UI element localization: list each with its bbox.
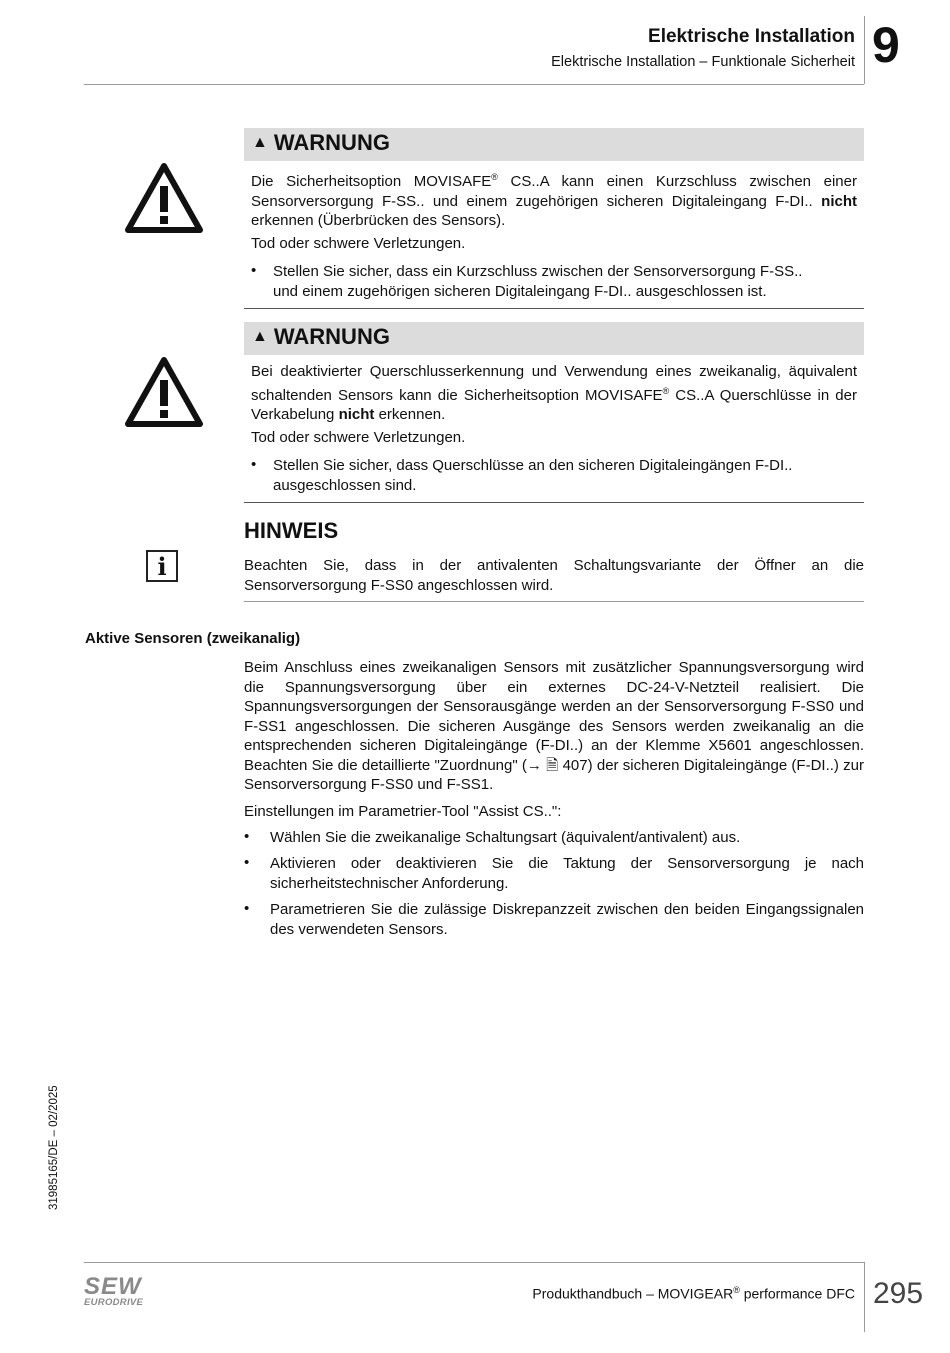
footer-text-part: performance DFC <box>739 1285 855 1302</box>
warning-text <box>251 362 857 425</box>
logo-line2: EURODRIVE <box>84 1297 144 1308</box>
note-text: Beachten Sie, dass in der antivalenten Schaltungsvariante der Öffner an die Sensorversorgung F-SS0 angeschlossen wird. <box>244 557 864 594</box>
logo-line1: SEW <box>84 1273 142 1300</box>
warning-triangle-icon <box>124 356 206 428</box>
document-id: 31985165/DE – 02/2025 <box>48 1085 60 1210</box>
footer-doc-title <box>532 1285 855 1302</box>
warning-text-part: CS..A Querschlüsse in der Verkabelung <box>251 386 857 423</box>
chapter-subtitle: Elektrische Installation – Funktionale Sicherheit <box>551 54 855 70</box>
bullet-dot: • <box>244 854 250 871</box>
footer-rule <box>84 1262 864 1263</box>
warning-text-part: Bei deaktivierter Querschlusserkennung und Verwendung eines zweikanalig, äquivalent schaltenden Sensors kann die Sicherheitsoption MOVISAFE <box>251 363 857 404</box>
warning-small-icon: ▲ <box>252 328 268 345</box>
warning-triangle-icon <box>124 162 206 234</box>
section-paragraph: Beim Anschluss eines zweikanaligen Sensors mit zusätzlicher Spannungsversorgung wird die Spannungsversorgung über ein externes DC-24-V-Netzteil realisiert. Die Spannungsversorgungen der Sensorausgänge werden an der Sensorversorgung F-SS0 und F-SS1 angeschlossen. Die sicheren Ausgänge des Sensors werden zweikanalig an die entsprechenden sicheren Digitaleingänge (F-DI..) an der Klemme X5601 angeschlossen. Beachten Sie die detaillierte "Zuordnung" (→ 🗎 407) der sicheren Digitaleingänge (F-DI..) zur Sensorversorgung F-SS0 und F-SS1. <box>244 659 864 793</box>
warning-title-text: WARNUNG <box>273 324 390 349</box>
warning-rule <box>244 308 864 309</box>
note-rule <box>244 601 864 602</box>
warning-text <box>251 168 857 231</box>
chapter-title: Elektrische Installation <box>648 26 855 47</box>
warning-consequence: Tod oder schwere Verletzungen. <box>251 429 466 446</box>
warning-emphasis: nicht <box>821 192 857 210</box>
settings-intro: Einstellungen im Parametrier-Tool "Assist CS..": <box>244 803 562 820</box>
bullet-dot: • <box>244 828 250 845</box>
warning-bullet-line: Stellen Sie sicher, dass Querschlüsse an den sicheren Digitaleingängen F-DI.. <box>273 457 793 474</box>
bullet-dot: • <box>244 900 250 917</box>
bullet-dot: • <box>251 262 257 279</box>
warning-bullet-line: und einem zugehörigen sicheren Digitaleingang F-DI.. ausgeschlossen ist. <box>273 283 767 300</box>
footer-text-part: Produkthandbuch – MOVIGEAR <box>532 1285 734 1302</box>
registered-mark: ® <box>733 1285 740 1295</box>
chapter-number: 9 <box>872 17 900 73</box>
warning-title <box>252 130 390 156</box>
sew-eurodrive-logo <box>84 1273 154 1308</box>
page-number: 295 <box>873 1277 924 1310</box>
registered-mark: ® <box>662 385 670 396</box>
warning-text-part: Die Sicherheitsoption MOVISAFE <box>251 173 492 190</box>
info-icon: i <box>146 550 178 582</box>
settings-bullet: Aktivieren oder deaktivieren Sie die Taktung der Sensorversorgung je nach sicherheitstechnischer Anforderung. <box>270 855 864 892</box>
warning-title-text: WARNUNG <box>273 130 390 155</box>
warning-text-part: CS..A kann einen Kurzschluss zwischen einer Sensorversorgung F-SS.. und einem zugehörigen sicheren Digitaleingang F-DI.. <box>251 173 857 210</box>
footer-divider <box>864 1262 865 1332</box>
warning-consequence: Tod oder schwere Verletzungen. <box>251 235 466 252</box>
warning-text-part: erkennen. <box>374 406 446 423</box>
warning-title <box>252 324 390 350</box>
settings-bullet: Parametrieren Sie die zulässige Diskrepanzzeit zwischen den beiden Eingangssignalen des verwendeten Sensors. <box>270 901 864 938</box>
header-rule <box>84 84 864 85</box>
registered-mark: ® <box>491 172 498 182</box>
warning-rule <box>244 502 864 503</box>
note-title: HINWEIS <box>244 518 339 543</box>
warning-bullet-line: Stellen Sie sicher, dass ein Kurzschluss zwischen der Sensorversorgung F-SS.. <box>273 263 803 280</box>
warning-small-icon: ▲ <box>252 134 268 151</box>
bullet-dot: • <box>251 456 257 473</box>
settings-bullet: Wählen Sie die zweikanalige Schaltungsart (äquivalent/antivalent) aus. <box>270 829 741 846</box>
warning-text-part: erkennen (Überbrücken des Sensors). <box>251 212 506 229</box>
section-heading: Aktive Sensoren (zweikanalig) <box>85 630 301 647</box>
warning-bullet-line: ausgeschlossen sind. <box>273 477 417 494</box>
warning-emphasis: nicht <box>338 406 375 423</box>
header-divider <box>864 16 865 84</box>
